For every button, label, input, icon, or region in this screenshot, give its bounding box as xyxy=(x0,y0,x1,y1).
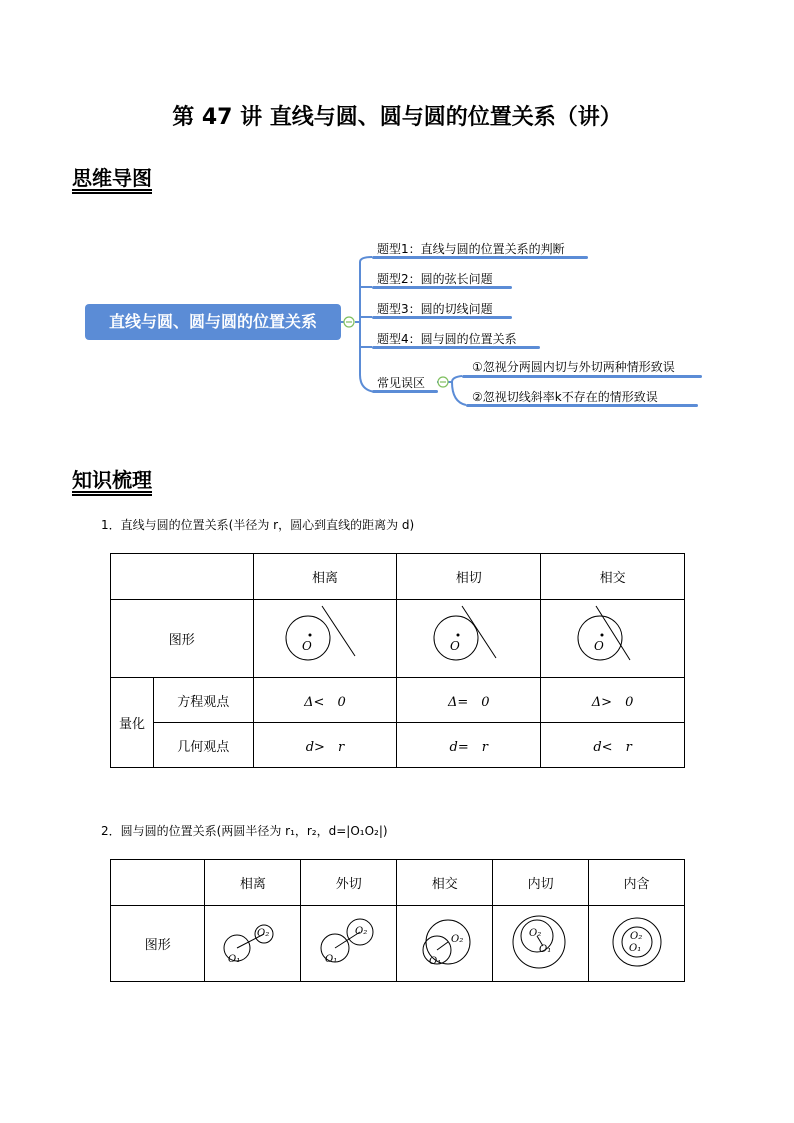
center-label: O xyxy=(593,638,604,653)
figure-circles-external xyxy=(309,912,389,972)
o2-label: O₂ xyxy=(450,933,463,945)
mindmap-branch-5: 常见误区 xyxy=(377,376,426,390)
table-header: 相离 xyxy=(205,860,301,906)
table-header: 相离 xyxy=(253,554,397,600)
row-label-figure: 图形 xyxy=(111,906,205,982)
figure-line-tangent xyxy=(424,604,514,670)
table-header: 相切 xyxy=(397,554,541,600)
mindmap-error-1: ①忽视分两圆内切与外切两种情形致误 xyxy=(472,360,675,374)
figure-intersect xyxy=(397,906,493,982)
branch-underline xyxy=(372,390,438,393)
row-label-figure: 图形 xyxy=(111,600,254,678)
figure-circles-separate xyxy=(213,912,293,972)
figure-circles-contain xyxy=(597,912,677,972)
heading-circle-circle: 2．圆与圆的位置关系(两圆半径为 r₁，r₂，d=|O₁O₂|) xyxy=(101,824,388,838)
cell-eq-tangent: Δ= 0 xyxy=(397,678,541,723)
table-header: 外切 xyxy=(301,860,397,906)
mindmap-branch-2: 题型2：圆的弦长问题 xyxy=(377,272,493,286)
figure-line-separate xyxy=(280,604,370,670)
o2-label: O₂ xyxy=(354,925,368,937)
mindmap-branch-4: 题型4：圆与圆的位置关系 xyxy=(377,332,517,346)
figure-line-intersect xyxy=(568,604,658,670)
section-mindmap: 思维导图 xyxy=(72,166,152,190)
mindmap-branch-3: 题型3：圆的切线问题 xyxy=(377,302,493,316)
table-cell-empty xyxy=(111,554,254,600)
table-header: 内含 xyxy=(589,860,685,906)
mindmap-error-2: ②忽视切线斜率k不存在的情形致误 xyxy=(472,390,658,404)
cell-geo-intersect: d< r xyxy=(541,723,685,768)
table-header: 内切 xyxy=(493,860,589,906)
heading-line-circle: 1．直线与圆的位置关系(半径为 r，圆心到直线的距离为 d) xyxy=(101,518,415,532)
section-knowledge: 知识梳理 xyxy=(72,468,152,492)
figure-separate xyxy=(253,600,397,678)
branch-underline xyxy=(372,316,512,319)
o1-label: O₁ xyxy=(227,953,241,965)
figure-internal-tangent xyxy=(493,906,589,982)
cell-eq-separate: Δ< 0 xyxy=(253,678,397,723)
table-header: 相交 xyxy=(541,554,685,600)
mindmap-branch-1: 题型1：直线与圆的位置关系的判断 xyxy=(377,242,565,256)
branch-underline xyxy=(372,346,540,349)
branch-underline xyxy=(462,375,702,378)
o1-label: O₁ xyxy=(324,953,338,965)
branch-underline xyxy=(372,286,512,289)
row-label-quant: 量化 xyxy=(111,678,154,768)
center-label: O xyxy=(449,638,460,653)
row-label-geometry: 几何观点 xyxy=(153,723,253,768)
table-line-circle xyxy=(110,553,685,768)
figure-containment xyxy=(589,906,685,982)
row-label-equation: 方程观点 xyxy=(153,678,253,723)
o2-label: O₂ xyxy=(629,930,642,942)
o1-label: O₁ xyxy=(538,943,551,955)
figure-circles-internal xyxy=(501,912,581,972)
o2-label: O₂ xyxy=(256,927,270,939)
mindmap-root: 直线与圆、圆与圆的位置关系 xyxy=(85,304,341,340)
figure-intersect xyxy=(541,600,685,678)
page-title: 第 47 讲 直线与圆、圆与圆的位置关系（讲） xyxy=(172,105,622,130)
o1-label: O₁ xyxy=(628,942,641,954)
o1-label: O₁ xyxy=(428,955,441,967)
mindmap-connectors xyxy=(0,0,794,420)
branch-underline xyxy=(372,256,588,259)
table-cell-empty xyxy=(111,860,205,906)
center-label: O xyxy=(301,638,312,653)
figure-circles-intersect xyxy=(405,912,485,972)
figure-separate xyxy=(205,906,301,982)
o2-label: O₂ xyxy=(528,927,541,939)
cell-geo-separate: d> r xyxy=(253,723,397,768)
table-circle-circle xyxy=(110,859,685,982)
branch-underline xyxy=(466,404,698,407)
table-header: 相交 xyxy=(397,860,493,906)
figure-tangent xyxy=(397,600,541,678)
figure-external-tangent xyxy=(301,906,397,982)
cell-eq-intersect: Δ> 0 xyxy=(541,678,685,723)
cell-geo-tangent: d= r xyxy=(397,723,541,768)
